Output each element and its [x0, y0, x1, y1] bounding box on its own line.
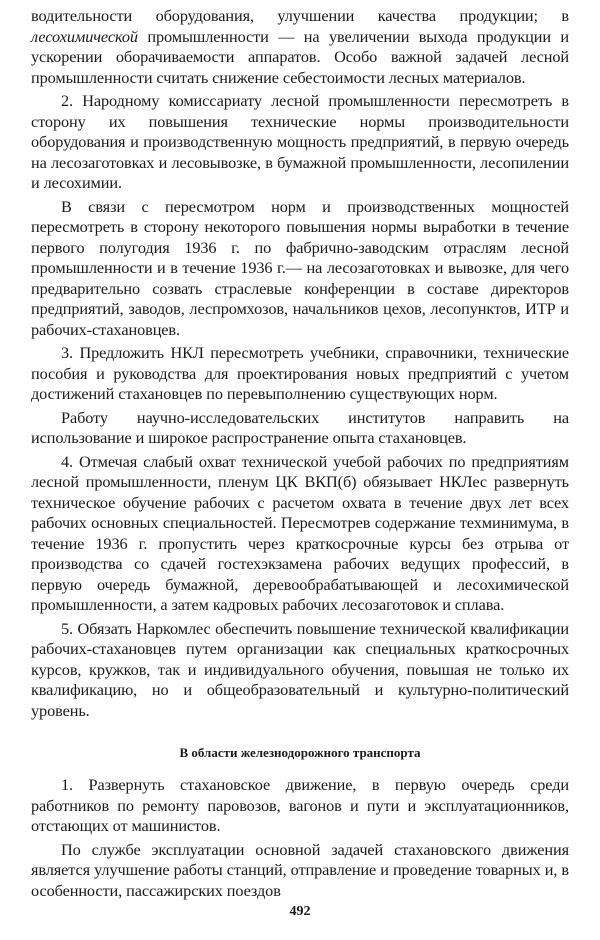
section-heading: В области железнодорожного транспорта [179, 745, 421, 760]
page-number: 492 [289, 904, 311, 919]
italic-term: лесохимической [31, 26, 138, 46]
paragraph: 2. Народному комиссариату лесной промышленности пересмотреть в сторону их повышения технические нормы производительности оборудования и производственную мощность предприятий, в первую очередь на лесозаготовках и лесовывозке, в бумажной промышленности, лесопилении и лесохимии. [31, 91, 569, 192]
paragraph: В связи с пересмотром норм и производственных мощностей пересмотреть в сторону некоторого повышения нормы выработки в течение первого полугодия 1936 г. по фабрично-заводским отраслям лесной промышленности и в течение 1936 г.— на лесозаготовках и вывозке, для чего предварительно созвать страслевые конференции в составе директоров предприятий, заводов, леспромхозов, начальников цехов, лесопунктов, ИТР и рабочих-стахановцев. [31, 196, 569, 339]
paragraph: 5. Обязать Наркомлес обеспечить повышение технической квалификации рабочих-стахановцев путем организации как специальных краткосрочных курсов, кружков, так и индивидуального обучения, повышая не только их квалификацию, но и общеобразовательный и культурно-политический уровень. [31, 618, 569, 720]
paragraph: 3. Предложить НКЛ пересмотреть учебники, справочники, технические пособия и руководства для проектирования новых предприятий с учетом достижений стахановцев по перевыполнению существующих норм. [31, 343, 569, 403]
paragraph: 1. Развернуть стахановское движение, в первую очередь среди работников по ремонту паровозов, вагонов и пути и эксплуатационников, отстающих от машинистов. [31, 775, 569, 835]
paragraph: По службе эксплуатации основной задачей стахановского движения является улучшение работы станций, отправление и проведение товарных и, в особенности, пассажирских поездов [31, 839, 569, 900]
paragraph: 4. Отмечая слабый охват технической учебой рабочих по предприятиям лесной промышленности, пленум ЦК ВКП(б) обязывает НКЛес развернуть техническое обучение рабочих с расчетом охвата в течение двух лет всех рабочих основных специальностей. Пересмотрев содержание техминимума, в течение 1936 г. пропустить через краткосрочные курсы без отрыва от производства со сдачей гостехэкзамена рабочих ведущих профессий, в первую очередь бумажной, деревообрабатывающей и лесохимической промышленности, а затем кадровых рабочих лесозаготовок и сплава. [31, 451, 569, 614]
paragraph-text: промышленности — на увеличении выхода продукции и ускорении оборачиваемости аппаратов. Особо важной задачей лесной промышленности считать снижение себестоимости лесных материалов. [31, 26, 569, 87]
paragraph-continuation [31, 6, 569, 88]
paragraph: Работу научно-исследовательских институтов направить на использование и широкое распространение опыта стахановцев. [31, 407, 569, 447]
paragraph-text: водительности оборудования, улучшении качества продукции; в [31, 6, 569, 25]
